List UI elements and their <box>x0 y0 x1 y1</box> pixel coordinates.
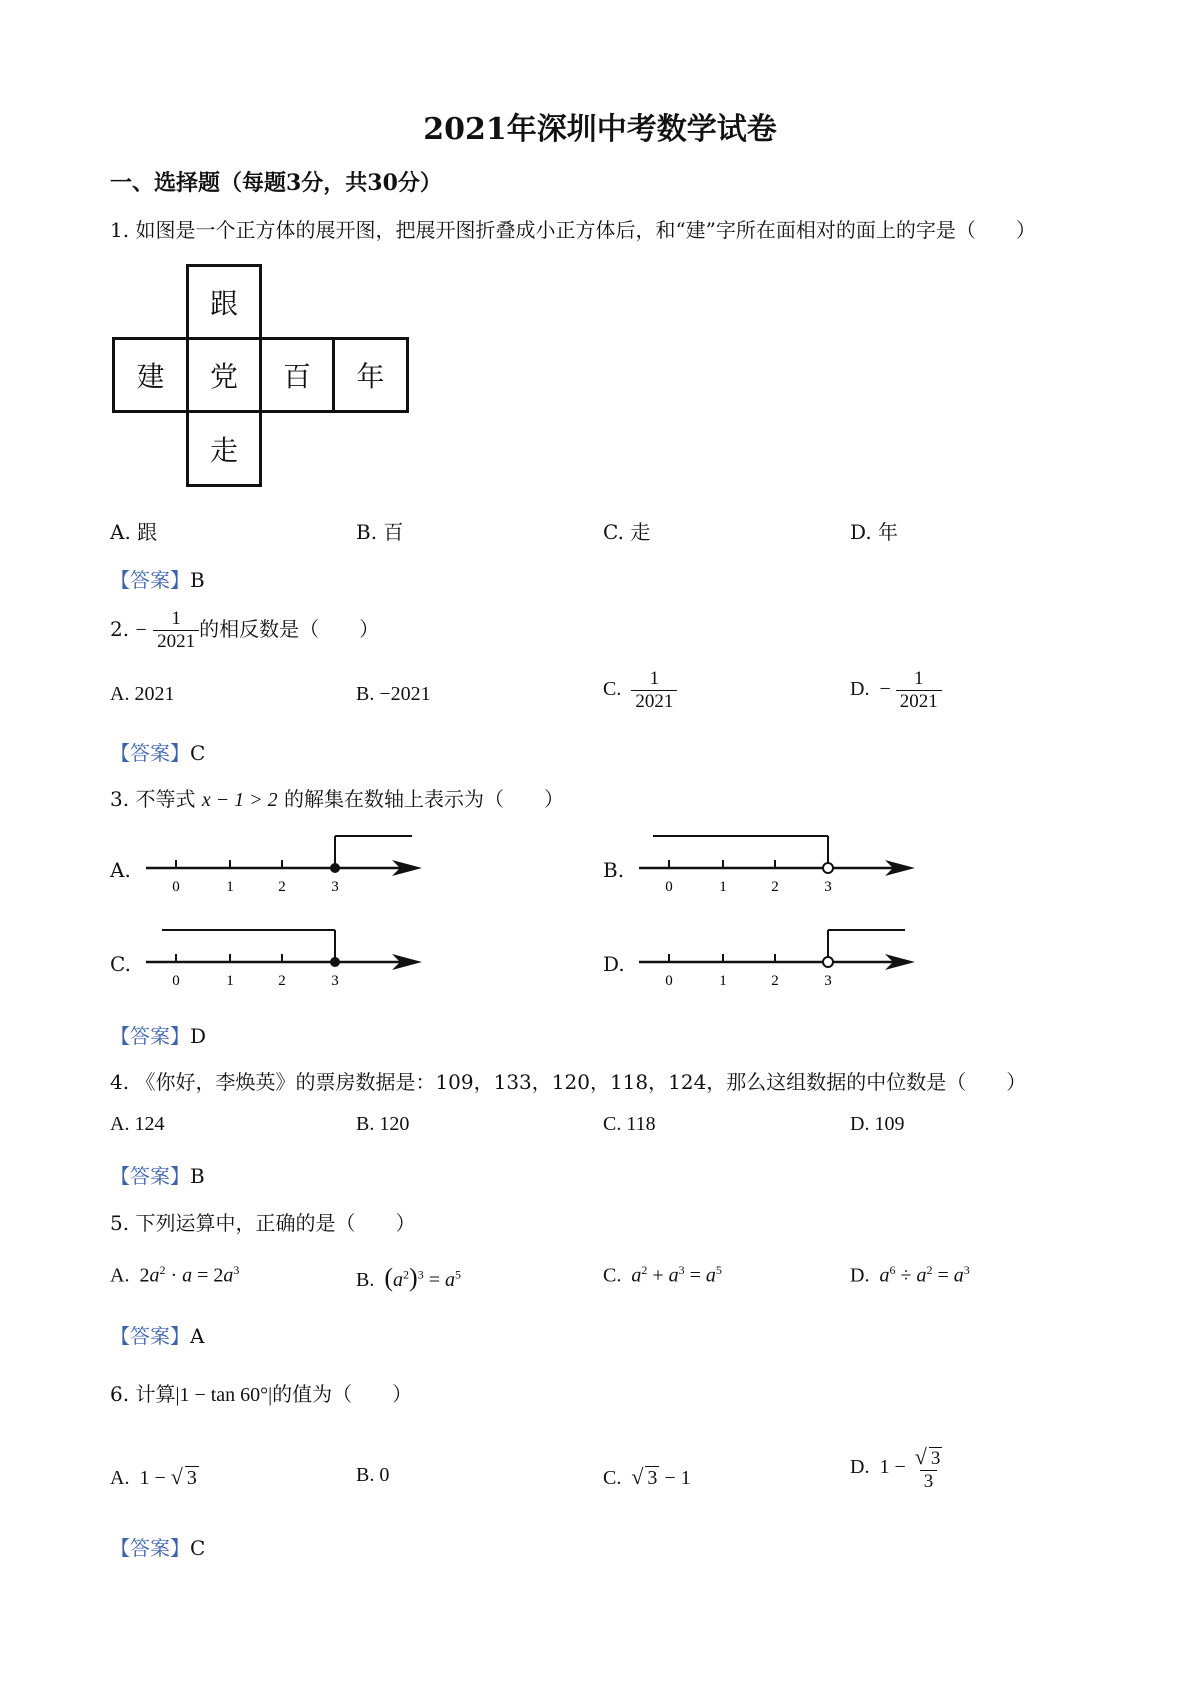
question-6-stem: 6. 计算|1 − tan 60°|的值为（ ） <box>110 1382 413 1406</box>
tick-label: 0 <box>665 973 673 989</box>
q1-option-d: D. 年 <box>850 520 899 544</box>
tick-label: 1 <box>226 879 234 895</box>
tick-label: 1 <box>719 973 727 989</box>
q4-option-d: D. 109 <box>850 1113 905 1135</box>
q2-answer: 【答案】C <box>110 741 206 765</box>
number-line-a <box>140 828 430 898</box>
tick-label: 0 <box>172 879 180 895</box>
q3-option-d-label: D. <box>603 952 625 976</box>
tick-label: 3 <box>824 879 832 895</box>
q6-option-b: B. 0 <box>356 1464 390 1486</box>
q4-answer: 【答案】B <box>110 1164 205 1188</box>
tick-label: 0 <box>172 973 180 989</box>
question-2-stem: 2. − $\frac{1}{2021}$ 的相反数是（ ） <box>110 608 380 652</box>
tick-label: 2 <box>771 973 779 989</box>
q3-option-b-label: B. <box>603 858 625 882</box>
q1-option-a: A. 跟 <box>110 520 158 544</box>
number-line-b <box>633 828 923 898</box>
q2-option-d: D. − $\frac{1}{2021}$ <box>850 668 942 713</box>
q6-option-c: C. √ 3 − 1 <box>603 1464 691 1489</box>
net-face-center: 党 <box>186 337 262 413</box>
q2-option-c: C. $\frac{1}{2021}$ <box>603 668 677 713</box>
q3-option-c-label: C. <box>110 952 131 976</box>
tick-label: 3 <box>331 973 339 989</box>
q4-option-b: B. 120 <box>356 1113 410 1135</box>
tick-label: 1 <box>226 973 234 989</box>
q5-option-b: B. $(a^2)^3 = a^5$ <box>356 1263 461 1292</box>
number-line-c <box>140 922 430 992</box>
q4-option-a: A. 124 <box>110 1113 165 1135</box>
q3-answer: 【答案】D <box>110 1024 207 1048</box>
section-header: 一、选择题（每题3分，共30分） <box>110 170 442 196</box>
q2-option-a: A. 2021 <box>110 683 175 705</box>
net-face-right2: 年 <box>332 337 409 413</box>
tick-label: 2 <box>771 879 779 895</box>
question-3-stem: 3. 不等式 x − 1 > 2 的解集在数轴上表示为（ ） <box>110 787 565 811</box>
q6-option-a: A. 1 − √ 3 <box>110 1464 197 1489</box>
net-face-bottom: 走 <box>186 410 262 487</box>
q5-option-c: C. $a^2 + a^3 = a^5$ <box>603 1263 722 1287</box>
q5-option-d: D. $a^6 \div a^2 = a^3$ <box>850 1263 970 1287</box>
q4-option-c: C. 118 <box>603 1113 656 1135</box>
page-title: 2021年深圳中考数学试卷 <box>423 112 777 147</box>
q6-answer: 【答案】C <box>110 1536 206 1560</box>
net-face-top: 跟 <box>186 264 262 340</box>
q3-option-a-label: A. <box>110 858 131 882</box>
question-5-stem: 5. 下列运算中，正确的是（ ） <box>110 1211 416 1235</box>
tick-label: 2 <box>278 879 286 895</box>
q6-option-d: D. 1 − $\frac{√ 3}{3}$ <box>850 1444 941 1492</box>
tick-label: 2 <box>278 973 286 989</box>
tick-label: 1 <box>719 879 727 895</box>
question-1-stem: 1. 如图是一个正方体的展开图，把展开图折叠成小正方体后，和“建”字所在面相对的面上的字是（ ） <box>110 218 1036 242</box>
net-face-right1: 百 <box>259 337 335 413</box>
tick-label: 0 <box>665 879 673 895</box>
q5-option-a: A. $2a^2 \cdot a = 2a^3$ <box>110 1263 240 1287</box>
question-4-stem: 4. 《你好，李焕英》的票房数据是：109，133，120，118，124，那么这组数据的中位数是（ ） <box>110 1070 1027 1094</box>
tick-label: 3 <box>331 879 339 895</box>
q5-answer: 【答案】A <box>110 1324 205 1348</box>
q1-option-b: B. 百 <box>356 520 404 544</box>
q2-option-b: B. −2021 <box>356 683 431 705</box>
tick-label: 3 <box>824 973 832 989</box>
q1-option-c: C. 走 <box>603 520 651 544</box>
number-line-d <box>633 922 923 992</box>
net-face-left: 建 <box>112 337 189 413</box>
q1-answer: 【答案】B <box>110 568 205 592</box>
